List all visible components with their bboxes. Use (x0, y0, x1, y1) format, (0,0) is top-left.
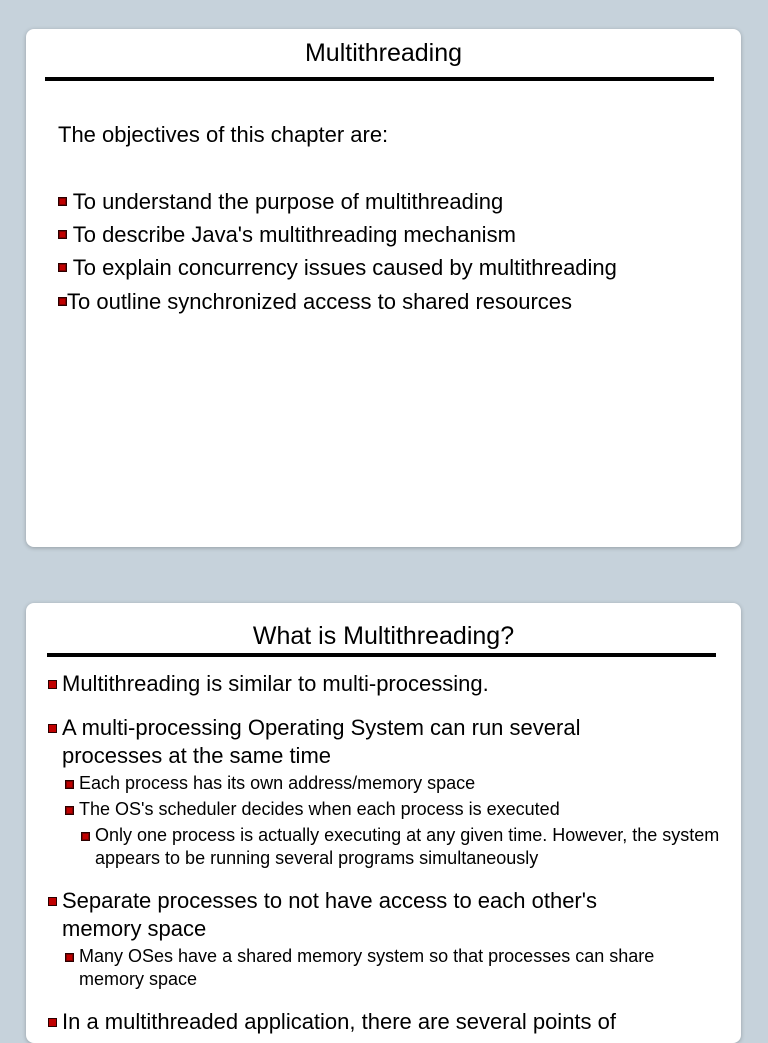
sub-list-item (65, 945, 715, 991)
sub-sub-list-item (81, 824, 721, 870)
bullet-icon (48, 1018, 57, 1027)
slide-what-is-multithreading (26, 603, 741, 1043)
bullet-icon (48, 897, 57, 906)
sub-list-item (65, 772, 715, 795)
list-item (48, 887, 668, 943)
bullet-text: A multi-processing Operating System can run several processes at the same time (62, 715, 581, 768)
bullet-icon (65, 953, 74, 962)
bullet-text: To outline synchronized access to shared resources (67, 289, 573, 314)
bullet-text: To understand the purpose of multithreading (72, 189, 504, 214)
bullet-icon (65, 806, 74, 815)
list-item (58, 288, 572, 316)
bullet-text: To explain concurrency issues caused by multithreading (72, 255, 617, 280)
bullet-icon (58, 230, 67, 239)
title-divider (45, 77, 714, 81)
list-item (48, 670, 728, 698)
bullet-text: Each process has its own address/memory space (79, 773, 476, 793)
intro-text: The objectives of this chapter are: (58, 122, 389, 147)
bullet-text: To describe Java's multithreading mechanism (72, 222, 516, 247)
bullet-text: Separate processes to not have access to each other's memory space (62, 888, 597, 941)
list-item (48, 714, 648, 770)
list-item (58, 188, 503, 216)
bullet-icon (48, 724, 57, 733)
bullet-icon (81, 832, 90, 841)
bullet-text: The OS's scheduler decides when each process is executed (79, 799, 560, 819)
bullet-icon (58, 297, 67, 306)
list-item (58, 254, 617, 282)
list-item (48, 1008, 728, 1036)
sub-list-item (65, 798, 715, 821)
title-divider (47, 653, 716, 657)
bullet-icon (58, 197, 67, 206)
bullet-icon (65, 780, 74, 789)
slide-objectives (26, 29, 741, 547)
slide-title: What is Multithreading? (252, 622, 515, 650)
bullet-icon (58, 263, 67, 272)
slide-title: Multithreading (304, 39, 463, 67)
bullet-text: Only one process is actually executing at any given time. However, the system appears to be running several programs simultaneously (95, 825, 720, 868)
bullet-icon (48, 680, 57, 689)
bullet-text: Many OSes have a shared memory system so that processes can share memory space (79, 946, 655, 989)
bullet-text: Multithreading is similar to multi-processing. (62, 671, 489, 696)
bullet-text: In a multithreaded application, there are several points of (62, 1009, 616, 1034)
list-item (58, 221, 516, 249)
